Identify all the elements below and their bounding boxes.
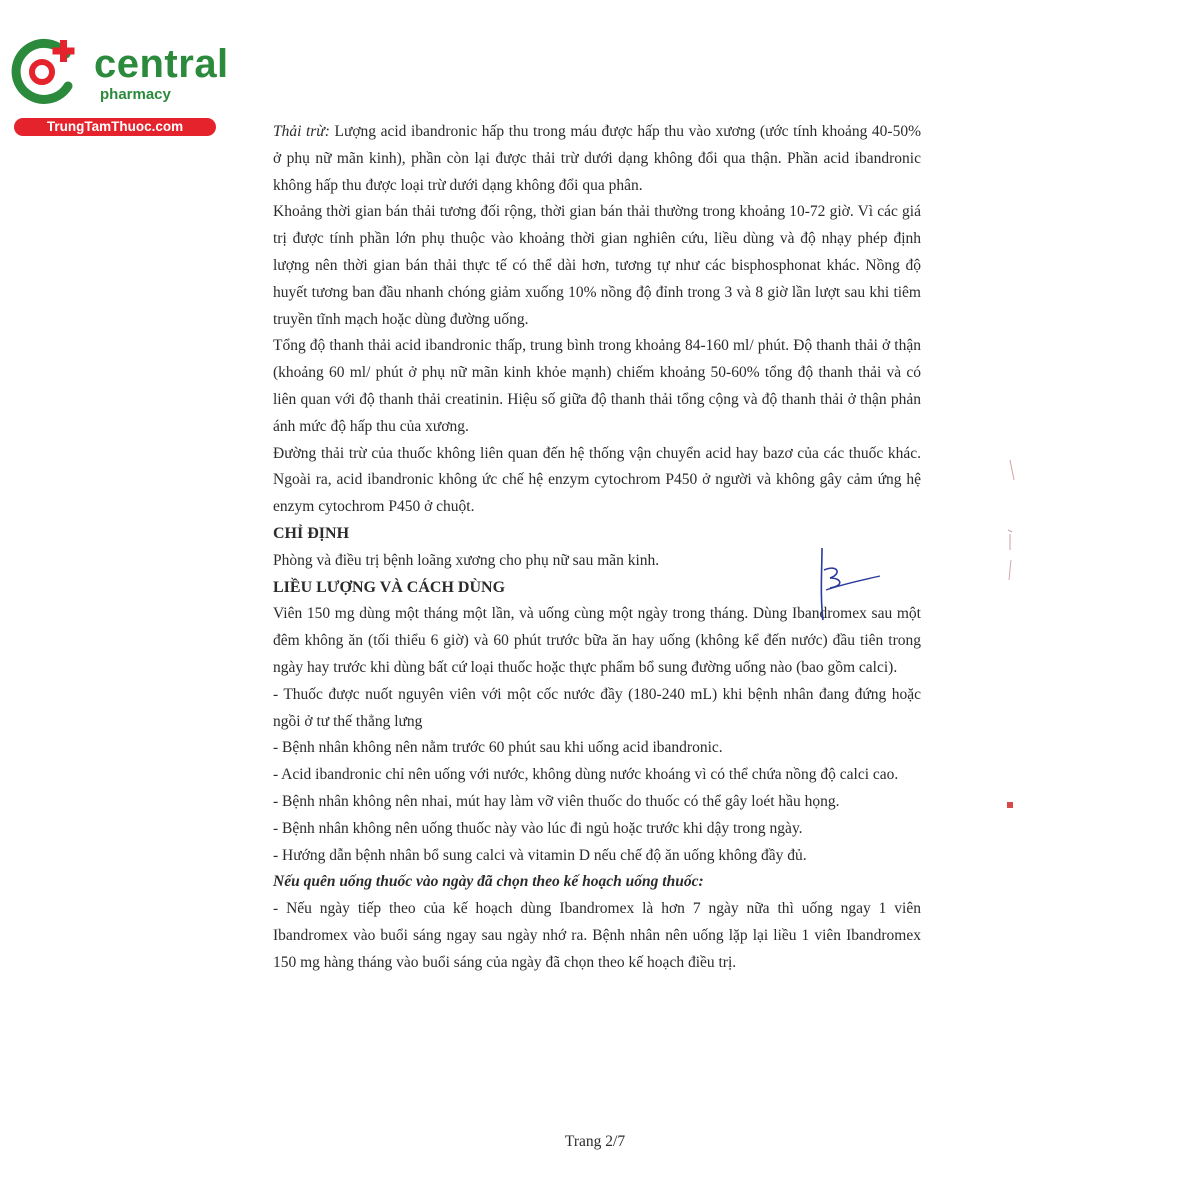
paragraph-elimination [273,119,921,199]
elimination-text: Lượng acid ibandronic hấp thu trong máu được hấp thu vào xương (ước tính khoảng 40-50% ở phụ nữ mãn kinh), phần còn lại được thải trừ dưới dạng không đổi qua thận. Phần acid ibandronic không hấp thu được loại trừ dưới dạng không đổi qua phân. [273,123,921,194]
brand-name: central [94,42,229,86]
signature-icon [808,540,888,625]
paragraph-interactions: Đường thải trừ của thuốc không liên quan đến hệ thống vận chuyển acid hay bazơ của các thuốc khác. Ngoài ra, acid ibandronic không ức chế hệ enzym cytochrom P450 ở người và không gây cảm ứng hệ enzym cytochrom P450 ở chuột. [273,444,921,516]
paragraph-half-life: Khoảng thời gian bán thải tương đối rộng, thời gian bán thải thường trong khoảng 10-72 giờ. Vì các giá trị được tính phần lớn phụ thuộc vào khoảng thời gian nghiên cứu, liều dùng và độ nhạy phép định lượng nên thời gian bán thải thực tế có thể dài hơn, tương tự như các bisphosphonat khác. Nồng độ huyết tương ban đầu nhanh chóng giảm xuống 10% nồng độ đỉnh trong 3 và 8 giờ lần lượt sau khi tiêm truyền tĩnh mạch hoặc dùng đường uống. [273,203,921,328]
heading-dosage: LIỀU LƯỢNG VÀ CÁCH DÙNG [273,578,506,596]
list-item: - Nếu ngày tiếp theo của kế hoạch dùng Ibandromex là hơn 7 ngày nữa thì uống ngay 1 viên Ibandromex vào buổi sáng ngay sau ngày nhớ ra. Bệnh nhân nên uống lặp lại liều 1 viên Ibandromex 150 mg hàng tháng vào buổi sáng của ngày đã chọn theo kế hoạch điều trị. [273,900,921,971]
paragraph-indications: Phòng và điều trị bệnh loãng xương cho phụ nữ sau mãn kinh. [273,551,660,569]
list-item: - Acid ibandronic chỉ nên uống với nước, không dùng nước khoáng vì có thể chứa nồng độ calci cao. [273,766,899,784]
list-item: - Bệnh nhân không nên nhai, mút hay làm vỡ viên thuốc do thuốc có thể gây loét hầu họng. [273,792,840,810]
paragraph-dosage: Viên 150 mg dùng một tháng một lần, và uống cùng một ngày trong tháng. Dùng Ibandromex sau một đêm không ăn (tối thiểu 6 giờ) và 60 phút trước bữa ăn hay uống (không kể đến nước) đầu tiên trong ngày hay trước khi dùng bất cứ loại thuốc hoặc thực phẩm bổ sung đường uống nào (bao gồm calci). [273,605,921,676]
brand-subtitle: pharmacy [100,86,171,103]
list-item: - Bệnh nhân không nên uống thuốc này vào lúc đi ngủ hoặc trước khi dậy trong ngày. [273,819,803,837]
heading-indications: CHỈ ĐỊNH [273,524,350,542]
page-number: Trang 2/7 [564,1133,626,1150]
list-item: - Bệnh nhân không nên nằm trước 60 phút sau khi uống acid ibandronic. [273,739,723,757]
paragraph-clearance: Tổng độ thanh thải acid ibandronic thấp, trung bình trong khoảng 84-160 ml/ phút. Độ thanh thải ở thận (khoảng 60 ml/ phút ở phụ nữ mãn kinh khỏe mạnh) chiếm khoảng 50-60% tổng độ thanh thải và có liên quan với độ thanh thải creatinin. Hiệu số giữa độ thanh thải tổng cộng và độ thanh thải ở thận phản ánh mức độ hấp thu của xương. [273,337,921,435]
heading-missed-dose: Nếu quên uống thuốc vào ngày đã chọn theo kế hoạch uống thuốc: [273,873,704,891]
elimination-label: Thải trừ: [273,123,330,140]
central-pharmacy-logo-icon [8,36,88,106]
margin-marks [990,450,1030,830]
list-item: - Hướng dẫn bệnh nhân bổ sung calci và vitamin D nếu chế độ ăn uống không đầy đủ. [273,846,807,864]
brand-site: TrungTamThuoc.com [14,118,216,136]
brand-logo [8,36,229,136]
list-item: - Thuốc được nuốt nguyên viên với một cốc nước đầy (180-240 mL) khi bệnh nhân đang đứng hoặc ngồi ở tư thế thẳng lưng [273,685,921,730]
